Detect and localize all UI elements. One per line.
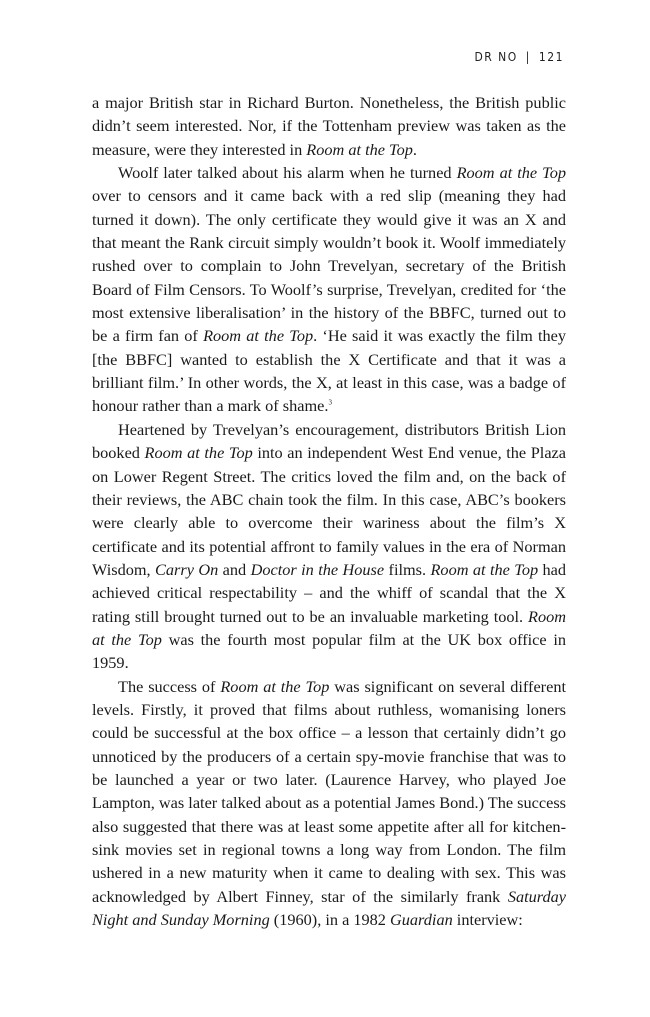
text-run: into an independent West End venue, the Plaza on Lower Regent Street. The critics loved the film and, on the back of their reviews, the ABC chain took the film. In this case, ABC’s bookers were clearly able to overcome their wariness about the film’s X certificate and its potential affront to family values in the era of Norman Wisdom,	[92, 443, 567, 579]
header-separator: |	[525, 50, 531, 64]
text-run: Woolf later talked about his alarm when he turned	[118, 163, 457, 183]
text-run: a major British star in Richard Burton. Nonetheless, the British public didn’t seem interested. Nor, if the Tottenham preview was taken as the measure, were they interested in	[92, 93, 566, 159]
text-run: and	[218, 559, 251, 579]
text-run: The success of	[118, 676, 221, 696]
italic-title: Room at the Top	[203, 326, 314, 346]
italic-title: Saturday Night and Sunday Morning	[92, 886, 566, 930]
paragraph	[92, 675, 566, 932]
italic-title: Guardian	[390, 910, 453, 930]
text-run: Heartened by Trevelyan’s encouragement, distributors British Lion booked	[92, 419, 566, 463]
running-title: DR NO	[474, 50, 518, 64]
italic-title: Carry On	[155, 559, 219, 579]
italic-title: Room at the Top	[92, 606, 566, 649]
text-run: had achieved critical respectability – and the whiff of scandal that the X rating still brought turned out to be an invaluable marketing tool.	[92, 559, 567, 626]
italic-title: Room at the Top	[306, 139, 413, 159]
paragraph	[92, 91, 566, 161]
text-run: films.	[384, 559, 431, 579]
note-reference: 3	[328, 399, 332, 408]
text-run: interview:	[452, 910, 523, 930]
italic-title: Room at the Top	[456, 163, 566, 183]
text-run: was significant on several different levels. Firstly, it proved that films about ruthless, womanising loners could be successful at the box office – a lesson that certainly didn’t go unnoticed by the producers of a certain spy-movie franchise that was to be launched a year or two later. (Laurence Harvey, who played Joe Lampton, was later talked about as a potential James Bond.) The success also suggested that there was at least some appetite after all for kitchen-sink movies set in regional towns a long way from London. The film ushered in a new maturity when it came to dealing with sex. This was acknowledged by Albert Finney, star of the similarly frank	[92, 676, 566, 906]
text-run: .	[412, 139, 417, 159]
italic-title: Doctor in the House	[250, 559, 385, 579]
text-run: was the fourth most popular film at the UK box office in 1959.	[92, 629, 566, 673]
text-run: (1960), in a 1982	[269, 910, 391, 930]
text-run: . ‘He said it was exactly the film they [the BBFC] wanted to establish the X Certificate and that it was a brilliant film.’ In other words, the X, at least in this case, was a badge of honour rather than a mark of shame.	[92, 326, 567, 416]
text-run: over to censors and it came back with a red slip (meaning they had turned it down). The only certificate they would give it was an X and that meant the Rank circuit simply wouldn’t book it. Woolf immediately rushed over to complain to John Trevelyan, secretary of the British Board of Film Censors. To Woolf’s surprise, Trevelyan, credited for ‘the most extensive liberalisation’ in the history of the BBFC, turned out to be a firm fan of	[92, 186, 566, 346]
body-text	[92, 91, 566, 931]
italic-title: Room at the Top	[144, 443, 253, 463]
paragraph	[92, 418, 566, 675]
page-number: 121	[538, 50, 564, 64]
italic-title: Room at the Top	[220, 676, 330, 696]
running-header	[474, 50, 564, 64]
italic-title: Room at the Top	[430, 559, 539, 579]
paragraph	[92, 161, 566, 418]
